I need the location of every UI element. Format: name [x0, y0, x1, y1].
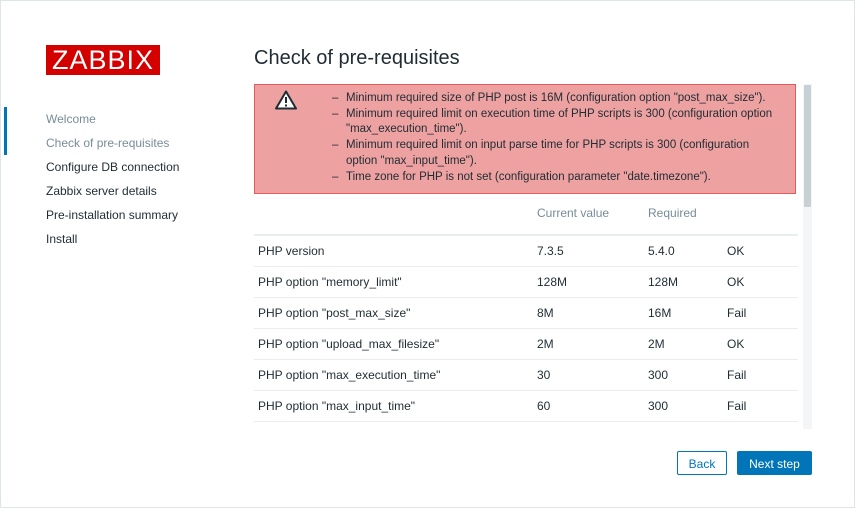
installer-steps	[1, 107, 201, 251]
table-row	[254, 360, 798, 391]
step-server-details: Zabbix server details	[46, 184, 157, 198]
header-status	[723, 206, 798, 235]
row-required: 16M	[644, 298, 723, 329]
row-status: Fail	[723, 298, 798, 329]
row-current: 8M	[533, 298, 644, 329]
zabbix-logo: ZABBIX	[46, 45, 160, 75]
table-row	[254, 329, 798, 360]
row-name: PHP version	[254, 235, 533, 267]
warning-item: – Minimum required size of PHP post is 16M (configuration option "post_max_size").	[332, 91, 783, 107]
table-row	[254, 235, 798, 267]
header-name	[254, 206, 533, 235]
row-status: Fail	[723, 360, 798, 391]
table-row	[254, 267, 798, 298]
step-preinstall-summary: Pre-installation summary	[46, 208, 179, 222]
warning-list	[332, 91, 783, 185]
warning-item: – Time zone for PHP is not set (configuration parameter "date.timezone").	[332, 170, 783, 186]
row-required: 128M	[644, 267, 723, 298]
header-required: Required	[644, 206, 723, 235]
row-name: PHP option "max_execution_time"	[254, 360, 533, 391]
table-header-row	[254, 206, 798, 235]
row-name: PHP option "max_input_time"	[254, 391, 533, 422]
row-current: 128M	[533, 267, 644, 298]
back-button[interactable]: Back	[677, 451, 727, 475]
row-name: PHP option "memory_limit"	[254, 267, 533, 298]
table-row	[254, 391, 798, 422]
header-current-value: Current value	[533, 206, 644, 235]
table-row	[254, 298, 798, 329]
prerequisites-table	[254, 206, 798, 422]
row-current: 7.3.5	[533, 235, 644, 267]
step-configure-db: Configure DB connection	[46, 160, 180, 174]
row-status: OK	[723, 329, 798, 360]
warning-icon	[255, 85, 318, 193]
step-install: Install	[46, 232, 78, 246]
row-name: PHP option "upload_max_filesize"	[254, 329, 533, 360]
next-step-button[interactable]: Next step	[737, 451, 812, 475]
warning-item: – Minimum required limit on execution time of PHP scripts is 300 (configuration option "max_execution_time").	[332, 107, 783, 138]
step-welcome: Welcome	[1, 107, 201, 131]
row-required: 300	[644, 360, 723, 391]
row-status: OK	[723, 235, 798, 267]
row-current: 2M	[533, 329, 644, 360]
row-required: 2M	[644, 329, 723, 360]
row-current: 60	[533, 391, 644, 422]
row-name: PHP option "post_max_size"	[254, 298, 533, 329]
row-status: Fail	[723, 391, 798, 422]
scrollbar-thumb[interactable]	[804, 85, 811, 207]
warning-message-box	[254, 84, 796, 194]
row-required: 5.4.0	[644, 235, 723, 267]
page-title: Check of pre-requisites	[254, 47, 460, 69]
row-required: 300	[644, 391, 723, 422]
row-status: OK	[723, 267, 798, 298]
warning-message-body	[318, 85, 795, 193]
warning-item: – Minimum required limit on input parse time for PHP scripts is 300 (configuration option "max_input_time").	[332, 138, 783, 169]
row-current: 30	[533, 360, 644, 391]
step-check-prerequisites: Check of pre-requisites	[1, 131, 201, 155]
prerequisites-scroll-area[interactable]	[254, 84, 812, 429]
